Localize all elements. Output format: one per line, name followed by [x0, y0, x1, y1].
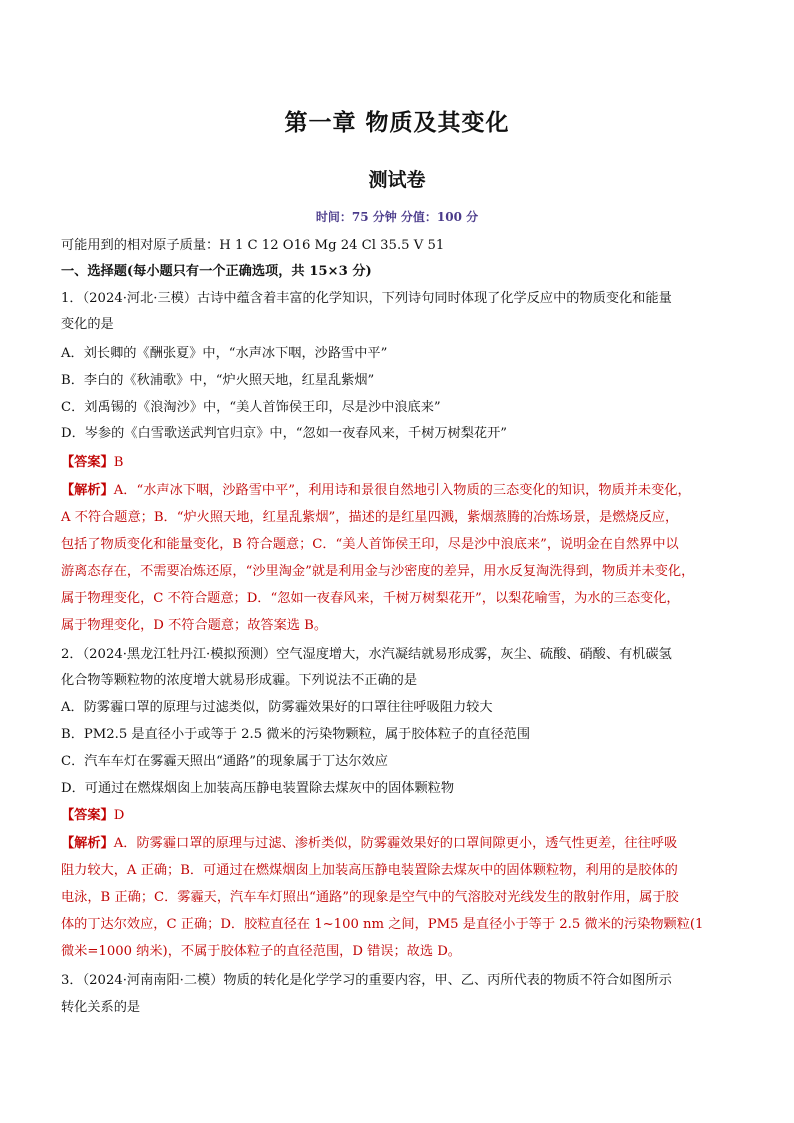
- q1-option-d: D．岑参的《白雪歌送武判官归京》中，“忽如一夜春风来，千树万树梨花开”: [61, 426, 508, 441]
- q1-analysis-line5: 属于物理变化，C 不符合题意；D．“忽如一夜春风来，千树万树梨花开”，以梨花喻雪，为水的三态变化，: [61, 591, 680, 606]
- answer-tag: 【答案】: [61, 455, 114, 470]
- q2-option-d: D．可通过在燃煤烟囱上加装高压静电装置除去煤灰中的固体颗粒物: [61, 781, 455, 796]
- q2-analysis-line5: 微米=1000 纳米)，不属于胶体粒子的直径范围，D 错误；故选 D。: [61, 944, 461, 959]
- q2-answer: [61, 806, 741, 826]
- answer-value: D: [113, 808, 125, 823]
- q2-option-a: A．防雾霾口罩的原理与过滤类似，防雾霾效果好的口罩往往呼吸阻力较大: [61, 700, 493, 715]
- q1-stem-line2: 变化的是: [61, 317, 114, 332]
- q2-stem-line2: 化合物等颗粒物的浓度增大就易形成霾。下列说法不正确的是: [61, 673, 418, 688]
- atomic-masses-line: 可能用到的相对原子质量：H 1 C 12 O16 Mg 24 Cl 35.5 V 51: [61, 238, 445, 253]
- q2-option-c: C．汽车车灯在雾霾天照出“通路”的现象属于丁达尔效应: [61, 754, 388, 769]
- answer-value: B: [113, 455, 124, 470]
- analysis-text: A．防雾霾口罩的原理与过滤、渗析类似，防雾霾效果好的口罩间隙更小，透气性更差，往往呼吸: [113, 836, 678, 851]
- q2-analysis-line3: 电泳，B 正确；C．雾霾天，汽车车灯照出“通路”的现象是空气中的气溶胶对光线发生的散射作用，属于胶: [61, 890, 679, 905]
- answer-tag: 【答案】: [61, 808, 114, 823]
- q1-analysis-line3: 包括了物质变化和能量变化，B 符合题意；C．“美人首饰侯王印，尽是沙中浪底来”，说明金在自然界中以: [61, 537, 679, 552]
- q2-analysis-line1: [61, 834, 741, 854]
- q2-stem-line1: 2．（2024·黑龙江牡丹江·模拟预测）空气湿度增大，水汽凝结就易形成雾，灰尘、硫酸、硝酸、有机碳氢: [61, 647, 672, 662]
- analysis-tag: 【解析】: [61, 483, 114, 498]
- test-subtitle: 测试卷: [368, 169, 426, 191]
- q1-stem-line1: 1．（2024·河北·三模）古诗中蕴含着丰富的化学知识，下列诗句同时体现了化学反应中的物质变化和能量: [61, 291, 672, 306]
- analysis-tag: 【解析】: [61, 836, 114, 851]
- q1-option-c: C．刘禹锡的《浪淘沙》中，“美人首饰侯王印，尽是沙中浪底来”: [61, 400, 441, 415]
- q1-analysis-line2: A 不符合题意；B．“炉火照天地，红星乱紫烟”，描述的是红星四溅，紫烟蒸腾的冶炼场景，是燃烧反应，: [61, 510, 679, 525]
- q1-option-a: A．刘长卿的《酬张夏》中，“水声冰下咽，沙路雪中平”: [61, 346, 388, 361]
- section-heading: 一、选择题(每小题只有一个正确选项，共 15×3 分): [61, 264, 372, 279]
- q1-analysis-line6: 属于物理变化，D 不符合题意；故答案选 B。: [61, 618, 328, 633]
- q1-answer: [61, 453, 741, 473]
- q1-analysis-line1: [61, 481, 741, 501]
- q1-option-b: B．李白的《秋浦歌》中，“炉火照天地，红星乱紫烟”: [61, 373, 375, 388]
- q3-stem-line1: 3．（2024·河南南阳·二模）物质的转化是化学学习的重要内容，甲、乙、丙所代表的物质不符合如图所示: [61, 973, 672, 988]
- analysis-text: A．“水声冰下咽，沙路雪中平”，利用诗和景很自然地引入物质的三态变化的知识，物质并未变化，: [113, 483, 691, 498]
- q2-analysis-line2: 阻力较大，A 正确；B．可通过在燃煤烟囱上加装高压静电装置除去煤灰中的固体颗粒物，利用的是胶体的: [61, 863, 678, 878]
- q3-stem-line2: 转化关系的是: [61, 1000, 141, 1015]
- time-score-line: 时间：75 分钟 分值：100 分: [315, 210, 479, 224]
- q1-analysis-line4: 游离态存在，不需要冶炼还原，“沙里淘金”就是利用金与沙密度的差异，用水反复淘洗得到，物质并未变化，: [61, 564, 695, 579]
- q2-analysis-line4: 体的丁达尔效应，C 正确；D．胶粒直径在 1~100 nm 之间，PM5 是直径小于等于 2.5 微米的污染物颗粒(1: [61, 917, 704, 932]
- chapter-title: 第一章 物质及其变化: [284, 110, 510, 136]
- q2-option-b: B．PM2.5 是直径小于或等于 2.5 微米的污染物颗粒，属于胶体粒子的直径范围: [61, 727, 531, 742]
